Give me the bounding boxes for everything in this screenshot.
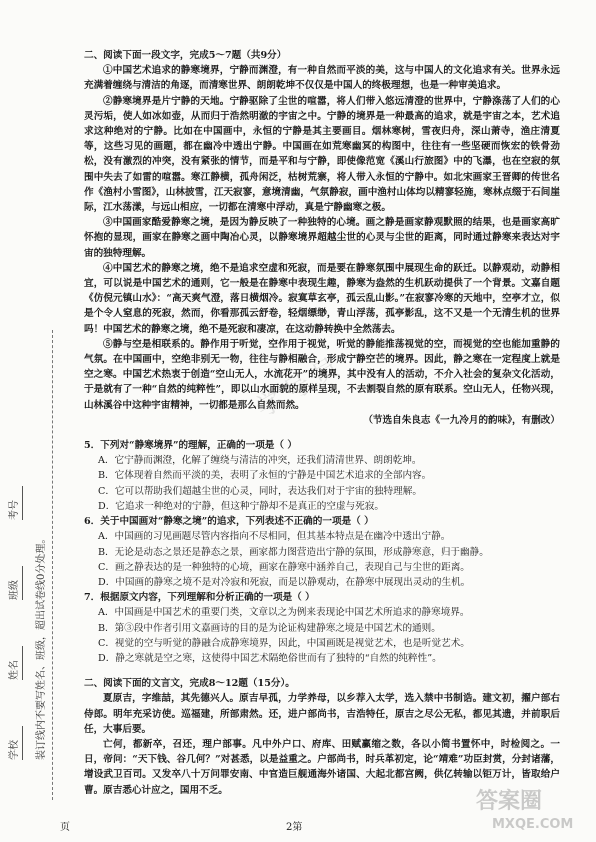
footer-page-left: 页	[60, 822, 70, 833]
option-d[interactable]: D．中国画的静寒之境不是对冷寂和死寂，而是以静观动，在静寒中展现出灵动的生机。	[98, 576, 471, 588]
footer-page-number: 2第	[286, 822, 303, 833]
question-7	[84, 590, 560, 666]
option-c[interactable]: C．画之静表达的是一种独特的心境，画家在静寒中涵养自己，表现自己与尘世的距离。	[98, 561, 470, 573]
option-a[interactable]: A．它宁静而渊澄，化解了缠绕与清洁的冲突，还我们清清世界、朗朗乾坤。	[98, 455, 422, 467]
passage-paragraph: ④中国艺术的静寒之境，绝不是追求空虚和死寂，而是要在静寒氛围中展现生命的跃迁。以静观动，动静相宜，可以说是中国艺术的通则，它一般是在静寒中表现生趣，静寒为盎然的生机跃动提供了一个背景。文嘉自题《仿倪元镇山水》：“高天爽气澄，落日横烟冷。寂寞草玄亭，孤云乱山影。”在寂寥冷寒的天地中，空亭才立，似是个令人窒息的死寂，然而，你看那孤云舒卷，轻烟缥缈，青山浮荡，孤亭影乱，这不又是一个无清生机的世界吗！中国艺术的静寒之境，绝不是死寂和凄凉，在这动静转换中全然荡去。	[84, 262, 560, 335]
option-b[interactable]: B．无论是动态之景还是静态之景，画家都力图营造出宁静的氛围，形成静寒意，归于幽静。	[98, 546, 489, 558]
watermark-logo	[470, 780, 590, 835]
exam-content	[84, 48, 560, 798]
question-stem: 7．根据原文内容，下列理解和分析正确的一项是（ ）	[84, 592, 315, 604]
question-stem: 5．下列对“静寒境界”的理解，正确的一项是（ ）	[84, 440, 297, 452]
classical-paragraph: 夏原吉，字维喆，其先德兴人。原吉早孤，力学养母，以乡荐入太学，选入禁中书制诰。建文初，擢户部右侍郎。明年充采访使。巡福建，所部肃然。还，进户部尚书，吉浩特任，原吉之尽公无私，都见其遗，并前职后任，大事后要。	[84, 693, 560, 735]
svg-text:MXQE.COM: MXQE.COM	[492, 817, 574, 832]
binding-strip	[8, 380, 68, 780]
class-field[interactable]: 班级	[8, 566, 23, 600]
passage-paragraph: ①中国艺术追求的静寒境界，宁静而渊澄，有一种自然而平淡的美，这与中国人的文化追求有关。世界永远充满着缠绕与清洁的角逐，而清寒世界、朗朗乾坤不仅仅是中国人的终极理想，也是一种审美追求。	[84, 65, 560, 92]
passage-source: （节选自朱良志《一九冷月的韵味》，有删改）	[363, 414, 560, 426]
faded-stamp: 学号员	[251, 349, 350, 424]
option-d[interactable]: D．它追求一种绝对的宁静，但这种宁静却不是真正的空虚与死寂。	[98, 500, 384, 512]
option-d[interactable]: D．静之寒就是空之寒，这使得中国艺术隔绝俗世而有了独特的“自然的纯粹性”。	[98, 652, 442, 664]
option-a[interactable]: A．中国画的习见画题尽管内容指向不尽相同，但其基本特点是在幽冷中透出宁静。	[98, 531, 451, 543]
classical-paragraph: 亡何，都新卒，召还，理户部事。凡中外户口、府库、田赋赢缩之数，各以小简书置怀中，时检阅之。一日，帝问：“天下钱、谷几何？”对甚悉，以是益重之。户部尚书，时兵革初定，论“靖难”功臣封赏，分封诸藩，增设武卫百司。又发卒八十万问罪安南、中官造巨舰通海外诸国、大起北都宫阙，供亿转输以钜万计，皆取给户曹。原吉悉心计应之，国用不乏。	[84, 738, 560, 796]
option-a[interactable]: A．中国画是中国艺术的重要门类，文章以之为例来表现论中国艺术所追求的静寒境界。	[98, 607, 470, 619]
svg-text:答案圈: 答案圈	[476, 789, 543, 814]
name-field[interactable]: 姓名	[8, 646, 23, 680]
school-field[interactable]: 学校	[8, 726, 23, 760]
question-5	[84, 438, 560, 514]
option-c[interactable]: C．它可以帮助我们超越尘世的心灵，同时，表达我们对于宇宙的独特理解。	[98, 485, 422, 497]
passage-paragraph: ②静寒境界是片宁静的天地。宁静驱除了尘世的喧嚣，将人们带入悠远清澄的世界中，宁静涤荡了人们的心灵污垢，使人如冰如壶，从而归于浩然明澈的宇宙之中。宁静的境界是一种最高的追求，就是宇宙之本，艺术追求这种绝对的宁静。比如在中国画中，永恒的宁静是其主要画目。烟林寒树，雪夜归舟，深山萧寺，渔庄清夏等，这些习见的画题，都在幽冷中透出宁静。中国画在如荒寒幽冥的构图中，往往有一些坚硬而恢宏的铁骨劲松，没有激烈的冲突，没有紧张的情节，而是平和与宁静，即使像范宽《溪山行旅图》中的飞瀑，也在空寂的氛围中失去了如雷的喧嚣。寒江静横，孤舟闲泛，枯树荒寨，将人带入永恒的宁静中。如北宋画家王晋卿的传世名作《渔村小雪图》，山林披雪，江天寂寥，意境清幽，气氛静寂，画中渔村山体均以精寥轻施，寒林点缀于石间崖际，江水荡漾，与远山相应，一切都在清寒中浮动，真是宁静幽寒之极。	[84, 95, 560, 214]
exam-number-field[interactable]: 考号	[8, 486, 23, 520]
passage-paragraph: ③中国画家酷爱静寒之境，是因为静反映了一种独特的心境。画之静是画家静观默照的结果，也是画家高旷怀抱的显现，画家在静寒之画中陶冶心灵，以静寒境界超越尘世的心灵与尘世的距离，同时通过静寒来表达对宇宙的独特理解。	[84, 217, 560, 259]
option-c[interactable]: C．视觉的空与听觉的静融合成静寒境界，因此，中国画既是视觉艺术，也是听觉艺术。	[98, 637, 470, 649]
option-b[interactable]: B．它体现着自然而平淡的美，表明了永恒的宁静是中国艺术追求的全部内容。	[98, 470, 432, 482]
section1-heading: 二、阅读下面一段文字，完成5～7题（共9分）	[84, 50, 287, 61]
question-stem: 6．关于中国画对“静寒之境”的追求，下列表述不正确的一项是（ ）	[84, 516, 374, 528]
section2-heading: 二、阅读下面的文言文，完成8～12题（15分）。	[84, 678, 295, 690]
passage-paragraph: ⑤静与空是相联系的。静作用于听觉，空作用于视觉，听觉的静能推荡视觉的空，而视觉的空也能加重静的气氛。在中国画中，空绝非别无一物，往往与静相融合，形成宁静空芒的境界。因此，静之寒在一定程度上就是空之寒。中国艺术热衷于创造“空山无人，水流花开”的境界，其中没有人的活动，不介入社会的复杂文化活动，于是就有了一种“自然的纯粹性”，即以山水面貌的原样呈现，不去割裂自然的原有联系。空山无人，任物兴现，山林溪谷中这种宇宙精神，一切都是那么自然而然。	[84, 338, 560, 411]
binding-notice: 装订线内不要写姓名、班级，超出试卷线0分处理。	[36, 533, 47, 760]
question-6	[84, 514, 560, 590]
option-b[interactable]: B．第③段中作者引用文嘉画诗的目的是为论证构建静寒之境是中国艺术的通则。	[98, 622, 441, 634]
